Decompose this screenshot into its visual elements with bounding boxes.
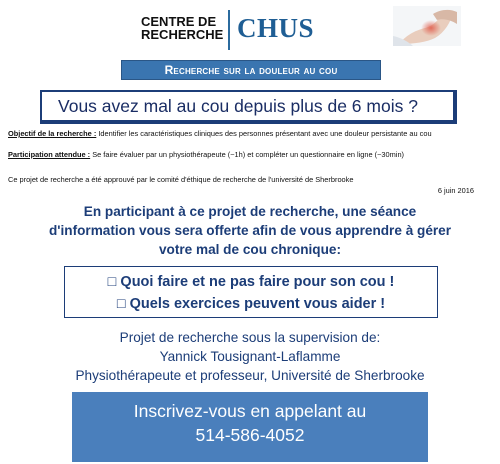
checklist-item: □ Quels exercices peuvent vous aider ! — [116, 296, 386, 312]
intro-line: votre mal de cou chronique: — [158, 242, 342, 257]
title-banner — [121, 60, 381, 80]
checklist-item: □ Quoi faire et ne pas faire pour son cou ! — [107, 274, 395, 290]
centre-logo-line2: RECHERCHE — [141, 27, 224, 42]
supervision-block — [0, 328, 500, 385]
signup-text: Inscrivez-vous en appelant au — [133, 401, 367, 421]
objective-paragraph — [8, 129, 448, 138]
date: 6 juin 2016 — [437, 186, 474, 195]
chus-logo: CHUS — [237, 13, 315, 43]
intro-line: En participant à ce projet de recherche, une séance — [83, 204, 417, 219]
phone-number[interactable]: 514-586-4052 — [195, 425, 305, 445]
question-heading: Vous avez mal au cou depuis plus de 6 mois ? — [58, 95, 418, 116]
centre-logo-line1: CENTRE DE — [141, 14, 217, 29]
checklist-box — [64, 266, 438, 318]
participation-paragraph — [8, 150, 478, 159]
supervisor-name: Yannick Tousignant-Laflamme — [159, 349, 341, 364]
intro-paragraph — [18, 202, 482, 259]
signup-callout — [72, 392, 428, 462]
centre-de-recherche-logo — [141, 15, 227, 49]
supervision-line: Projet de recherche sous la supervision de: — [119, 330, 381, 345]
participation-text: Se faire évaluer par un physiothérapeute (~1h) et compléter un questionnaire en ligne (~30min) — [90, 150, 405, 159]
neck-pain-photo — [393, 6, 461, 46]
page-title: Recherche sur la douleur au cou — [164, 63, 338, 77]
logo-divider — [228, 10, 230, 50]
objective-label: Objectif de la recherche : — [8, 129, 97, 138]
objective-text: Identifier les caractéristiques cliniques des personnes présentant avec une douleur persistante au cou — [96, 129, 432, 138]
question-box — [40, 90, 457, 124]
supervisor-title: Physiothérapeute et professeur, Université de Sherbrooke — [75, 368, 425, 383]
intro-line: d'information vous sera offerte afin de vous apprendre à gérer — [48, 223, 452, 238]
participation-label: Participation attendue : — [8, 150, 91, 159]
ethics-note: Ce projet de recherche a été approuvé par le comité d'éthique de recherche de l'université de Sherbrooke — [8, 175, 354, 184]
